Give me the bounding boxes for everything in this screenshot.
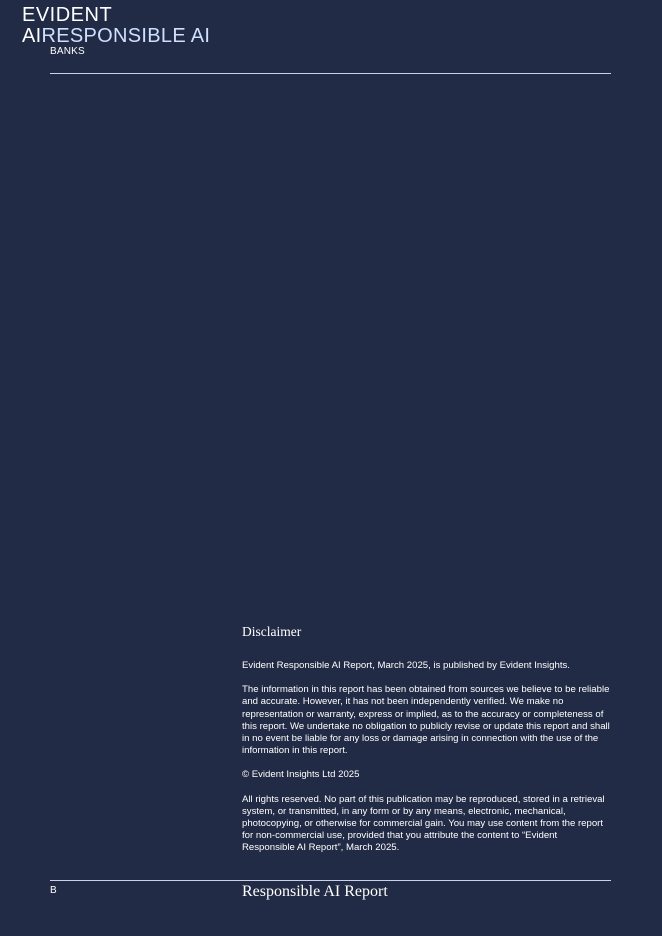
disclaimer-publisher: Evident Responsible AI Report, March 2025, is published by Evident Insights. [242,660,570,671]
disclaimer-copyright: © Evident Insights Ltd 2025 [242,769,360,781]
disclaimer-rights: All rights reserved. No part of this publication may be reproduced, stored in a retrieval system, or transmitted, in any form or by any means, electronic, mechanical, photocopying, or otherwise for commercial gain. You may use content from the report for non-commercial use, provided that you attribute the content to “Evident Responsible AI Report”, March 2025. [242,793,605,854]
disclaimer-heading: Disclaimer [242,624,302,639]
logo-banks: BANKS [50,46,85,57]
logo-responsible-ai-text: RESPONSIBLE AI [41,25,211,47]
logo-evident: EVIDENT [22,4,113,26]
bottom-divider [50,880,611,881]
evident-logo [22,5,210,57]
logo-ai-mark: AI [22,25,42,47]
footer-title: Responsible AI Report [242,883,388,900]
logo-responsible-ai [22,26,210,46]
page-number: B [50,885,57,896]
disclaimer-accuracy: The information in this report has been obtained from sources we believe to be reliable and accurate. However, it has not been independently verified. We make no representation or warranty, express or implied, as to the accuracy or completeness of this report. We undertake no obligation to publicly revise or update this report and shall in no event be liable for any loss or damage arising in connection with the use of the information in this report. [242,684,610,757]
disclaimer-section [242,624,612,867]
top-divider [50,73,611,74]
